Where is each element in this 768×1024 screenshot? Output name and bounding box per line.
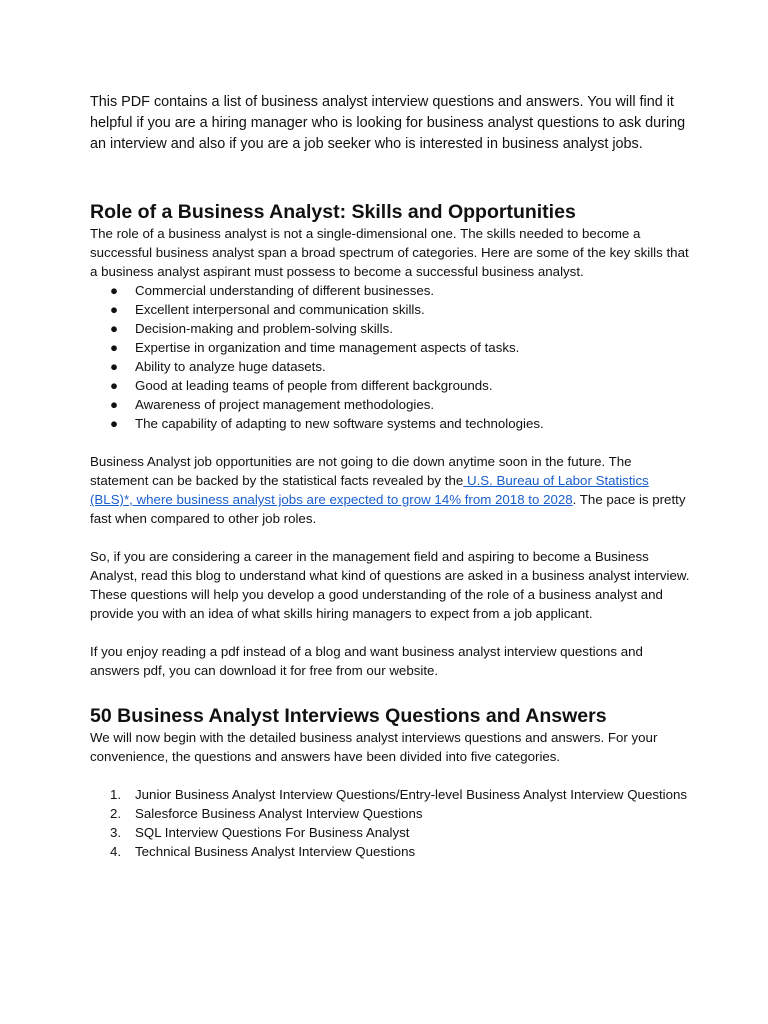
spacer [90, 433, 690, 452]
intro-paragraph: This PDF contains a list of business analyst interview questions and answers. You will find it helpful if you are a hiring manager who is looking for business analyst questions to ask during an interview and also if you are a job seeker who is interested in business analyst jobs. [90, 94, 686, 152]
skill-item [90, 414, 690, 433]
skill-label: Decision-making and problem-solving skills. [135, 321, 393, 336]
skills-list [90, 281, 690, 433]
opportunities-text-end: . The pace is pretty fast when compared to other job roles. [90, 492, 686, 526]
category-label: Junior Business Analyst Interview Questions/Entry-level Business Analyst Interview Questions [135, 787, 688, 802]
bullet-icon: ● [110, 321, 119, 336]
skill-item [90, 357, 690, 376]
skill-label: Awareness of project management methodologies. [135, 397, 435, 412]
questions-paragraph: We will now begin with the detailed business analyst interviews questions and answers. For your convenience, the questions and answers have been divided into five categories. [90, 730, 658, 764]
category-item [90, 804, 690, 823]
category-item [90, 842, 690, 861]
category-label: Salesforce Business Analyst Interview Questions [135, 806, 423, 821]
category-label: SQL Interview Questions For Business Analyst [135, 825, 410, 840]
skill-item [90, 376, 690, 395]
opportunities-paragraph [90, 452, 690, 528]
bullet-icon: ● [110, 397, 119, 412]
role-section-heading: Role of a Business Analyst: Skills and Opportunities [90, 201, 576, 223]
skill-label: Excellent interpersonal and communication skills. [135, 302, 425, 317]
career-paragraph: So, if you are considering a career in the management field and aspiring to become a Business Analyst, read this blog to understand what kind of questions are asked in a business analyst interview. These questions will help you develop a good understanding of the role of a business analyst and provide you with an idea of what skills hiring managers to expect from a job applicant. [90, 549, 690, 621]
bullet-icon: ● [110, 378, 119, 393]
spacer [90, 766, 690, 785]
skill-label: Expertise in organization and time management aspects of tasks. [135, 340, 520, 355]
skill-item [90, 319, 690, 338]
category-number: 3. [110, 825, 122, 840]
spacer [90, 528, 690, 547]
document-page [90, 92, 690, 861]
skill-label: Good at leading teams of people from different backgrounds. [135, 378, 493, 393]
skill-label: Commercial understanding of different businesses. [135, 283, 435, 298]
bullet-icon: ● [110, 283, 119, 298]
bls-link[interactable]: U.S. Bureau of Labor Statistics (BLS)*, where business analyst jobs are expected to grow 14% from 2018 to 2028 [90, 473, 649, 507]
categories-list [90, 785, 690, 861]
spacer [90, 623, 690, 642]
bullet-icon: ● [110, 340, 119, 355]
skill-item [90, 281, 690, 300]
category-label: Technical Business Analyst Interview Questions [135, 844, 416, 859]
skill-item [90, 300, 690, 319]
skill-item [90, 338, 690, 357]
skill-label: The capability of adapting to new software systems and technologies. [135, 416, 544, 431]
opportunities-text: Business Analyst job opportunities are not going to die down anytime soon in the future. The statement can be backed by the statistical facts revealed by the [90, 454, 632, 488]
skill-item [90, 395, 690, 414]
pdf-paragraph: If you enjoy reading a pdf instead of a blog and want business analyst interview questions and answers pdf, you can download it for free from our website. [90, 644, 643, 678]
bullet-icon: ● [110, 302, 119, 317]
bullet-icon: ● [110, 416, 119, 431]
bullet-icon: ● [110, 359, 119, 374]
category-item [90, 785, 690, 804]
category-number: 2. [110, 806, 122, 821]
category-item [90, 823, 690, 842]
category-number: 4. [110, 844, 122, 859]
skill-label: Ability to analyze huge datasets. [135, 359, 326, 374]
questions-section-heading: 50 Business Analyst Interviews Questions and Answers [90, 705, 607, 727]
category-number: 1. [110, 787, 122, 802]
role-paragraph: The role of a business analyst is not a single-dimensional one. The skills needed to become a successful business analyst span a broad spectrum of categories. Here are some of the key skills that a business analyst aspirant must possess to become a successful business analyst. [90, 226, 689, 279]
